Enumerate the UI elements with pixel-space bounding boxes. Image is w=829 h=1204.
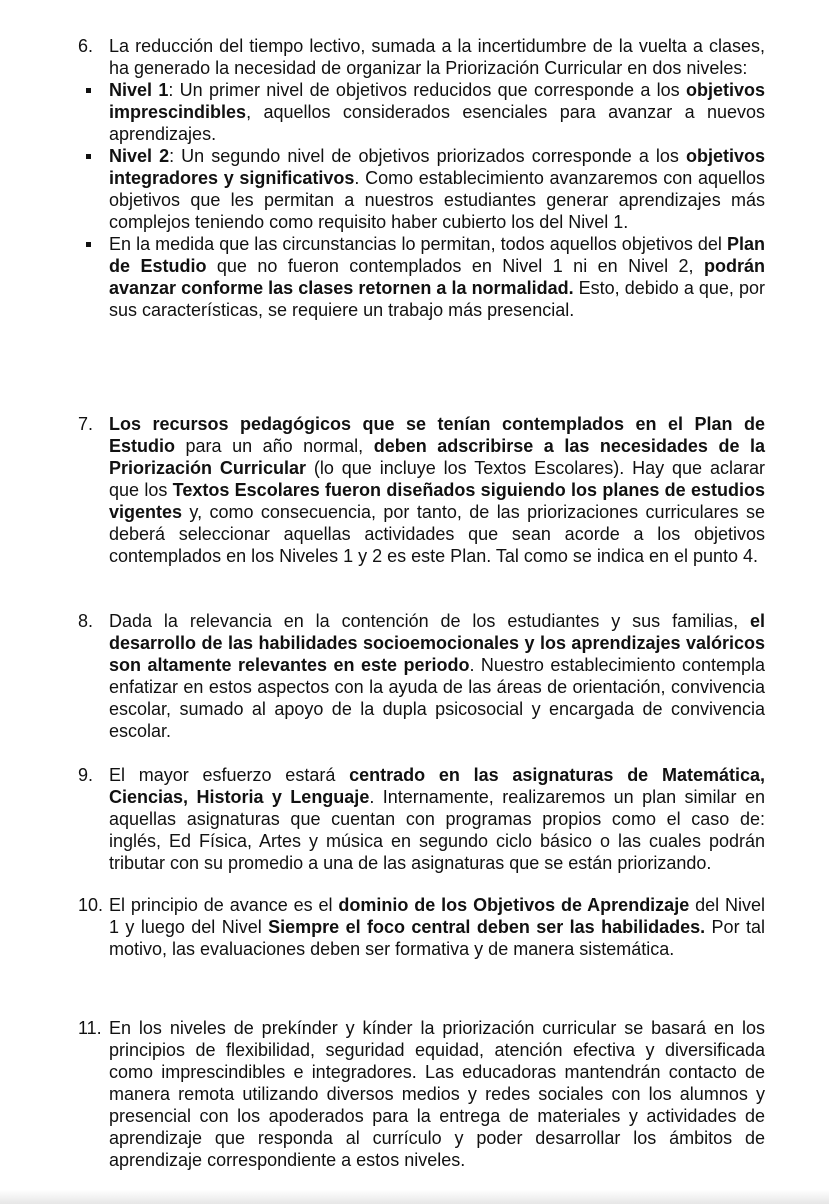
bold-text: Textos Escolares fueron diseñados siguiendo los planes de estudios vigentes [109,480,765,522]
bold-text: el desarrollo de las habilidades socioemocionales y los aprendizajes valóricos son altamente relevantes en este periodo [109,611,765,675]
bold-text: Los recursos pedagógicos que se tenían contemplados en el Plan de Estudio [109,414,765,456]
item-number: 11. [78,1018,102,1038]
page-bottom-edge [0,1190,829,1204]
bullet-item-nivel-1: Nivel 1: Un primer nivel de objetivos reducidos que corresponde a los objetivos imprescindibles, aquellos considerados esenciales para avanzar a nuevos aprendizajes. [0,79,829,145]
item-6-intro: La reducción del tiempo lectivo, sumada a la incertidumbre de la vuelta a clases, ha generado la necesidad de organizar la Priorización Curricular en dos niveles: [109,36,765,78]
bold-text: Nivel 2 [109,146,170,166]
bullet-square-icon [86,242,91,247]
bold-text: centrado en las asignaturas de Matemática, Ciencias, Historia y Lenguaje [109,765,765,807]
bullet-square-icon [86,88,91,93]
bold-text: deben adscribirse a las necesidades de la Priorización Curricular [109,436,765,478]
item-number: 6. [78,36,94,56]
bold-text: objetivos integradores y significativos [109,146,765,188]
bold-text: Nivel 1 [109,80,169,100]
list-item-9: 9. El mayor esfuerzo estará centrado en las asignaturas de Matemática, Ciencias, Historia y Lenguaje. Internamente, realizaremos un plan similar en aquellas asignaturas que cuentan con programas propios como el caso de: inglés, Ed Física, Artes y música en segundo ciclo básico o las cuales podrán tributar con su promedio a una de las asignaturas que se están priorizando. [78,765,765,873]
item-number: 9. [78,765,94,785]
list-item-10: 10. El principio de avance es el dominio de los Objetivos de Aprendizaje del Nivel 1 y luego del Nivel Siempre el foco central deben ser las habilidades. Por tal motivo, las evaluaciones deben ser formativa y de manera sistemática. [78,895,766,959]
list-item-11: 11. En los niveles de prekínder y kínder la priorización curricular se basará en los principios de flexibilidad, seguridad equidad, atención efectiva y diversificada como imprescindibles e integradores. Las educadoras mantendrán contacto de manera remota utilizando diversos medios y redes sociales con los alumnos y presencial con los apoderados para la entrega de materiales y actividades de aprendizaje que responda al currículo y poder desarrollar los ámbitos de aprendizaje correspondiente a estos niveles. [78,1018,765,1170]
item-number: 7. [78,414,94,434]
bullet-item-nivel-2: Nivel 2: Un segundo nivel de objetivos priorizados corresponde a los objetivos integradores y significativos. Como establecimiento avanzaremos con aquellos objetivos que les permitan a nuestros estudiantes generar aprendizajes más complejos teniendo como requisito haber cubierto los del Nivel 1. [0,145,829,233]
item-number: 8. [78,611,94,631]
bullet-item-plan-de-estudio: En la medida que las circunstancias lo permitan, todos aquellos objetivos del Plan de Estudio que no fueron contemplados en Nivel 1 ni en Nivel 2, podrán avanzar conforme las clases retornen a la normalidad. Esto, debido a que, por sus características, se requiere un trabajo más presencial. [0,233,829,321]
bold-text: Siempre el foco central deben ser las habilidades. [268,917,706,937]
bullet-square-icon [86,154,91,159]
bold-text: Plan de Estudio [109,234,765,276]
bold-text: podrán avanzar conforme las clases retornen a la normalidad. [109,256,765,298]
list-item-8: 8. Dada la relevancia en la contención de los estudiantes y sus familias, el desarrollo de las habilidades socioemocionales y los aprendizajes valóricos son altamente relevantes en este periodo. Nuestro establecimiento contempla enfatizar en estos aspectos con la ayuda de las áreas de orientación, convivencia escolar, sumado al apoyo de la dupla psicosocial y encargada de convivencia escolar. [78,611,765,741]
bold-text: dominio de los Objetivos de Aprendizaje [338,895,690,915]
bold-text: objetivos imprescindibles [109,80,765,122]
item-number: 10. [78,895,104,915]
list-item-6 [0,35,829,321]
list-item-7: 7. Los recursos pedagógicos que se tenían contemplados en el Plan de Estudio para un año normal, deben adscribirse a las necesidades de la Priorización Curricular (lo que incluye los Textos Escolares). Hay que aclarar que los Textos Escolares fueron diseñados siguiendo los planes de estudios vigentes y, como consecuencia, por tanto, de las priorizaciones curriculares se deberá seleccionar aquellas actividades que sean acorde a los objetivos contemplados en los Niveles 1 y 2 es este Plan. Tal como se indica en el punto 4. [78,414,765,566]
